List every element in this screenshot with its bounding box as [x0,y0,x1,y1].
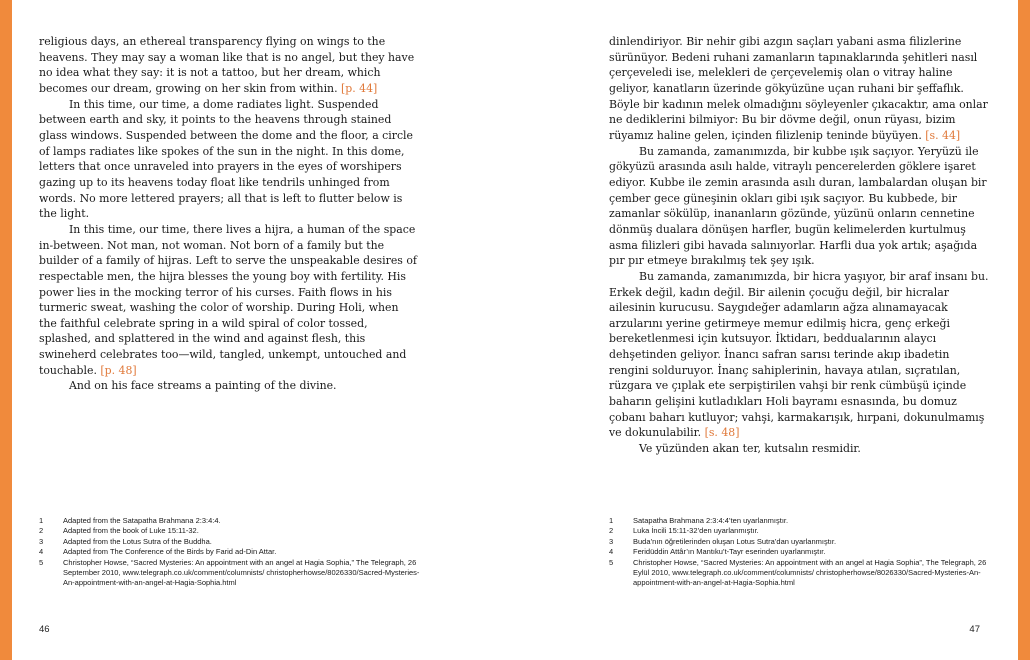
paragraph: In this time, our time, there lives a hijra, a human of the space in-between. Not man, not woman. Not born of a family but the builder of a family of hijras. Left to serve the unspeakable desires of respectable men, the hijra blesses the young boy with fertility. His power lies in the mocking terror of his curses. Faith flows in his turmeric sweat, washing the color of worship. During Holi, when the faithful celebrate spring in a wild spiral of color tossed, splashed, and splattered in the wind and against flesh, this swineherd celebrates too—wild, tangled, unkempt, untouched and touchable. [p. 48] [39,222,417,377]
footnotes [609,516,999,589]
paragraph: In this time, our time, a dome radiates light. Suspended between earth and sky, it points to the heavens through stained glass windows. Suspended between the dome and the floor, a circle of lamps radiates like spokes of the sun in the night. In this dome, letters that once unraveled into prayers in the eyes of worshipers gazing up to its heavens today float like tendrils unhinged from words. No more lettered prayers; all that is left to flutter below is the light. [39,97,413,221]
footnote: 2 Luka İncili 15:11-32’den uyarlanmıştır. [609,526,759,536]
paragraph: Ve yüzünden akan ter, kutsalın resmidir. [639,442,861,456]
paragraph: religious days, an ethereal transparency flying on wings to the heavens. They may say a woman like that is no angel, but they have no idea what they say: it is not a tattoo, but her dream, which becomes our dream, growing on her skin from within. [p. 44] [39,35,415,95]
paragraph: And on his face streams a painting of the divine. [69,379,337,393]
footnote: 4 Feridüddin Attâr’ın Mantıku’t-Tayr eserinden uyarlanmıştır. [609,547,826,557]
footnote: 4 Adapted from The Conference of the Birds by Farid ad-Din Attar. [39,547,277,557]
footnote: 1 Adapted from the Satapatha Brahmana 2:3:4:4. [39,516,221,525]
page-reference: [s. 48] [704,426,740,440]
footnote: 3 Adapted from the Lotus Sutra of the Buddha. [39,536,212,546]
page-reference: [p. 48] [100,363,137,377]
page-46 [12,0,515,660]
footnote: 3 Buda’nın öğretilerinden oluşan Lotus Sutra’dan uyarlanmıştır. [609,536,837,546]
left-edge-bar [0,0,12,660]
body-text-english [39,34,419,394]
paragraph: Bu zamanda, zamanımızda, bir hicra yaşıyor, bir araf insanı bu. Erkek değil, kadın değil. Bir ailenin çocuğu değil, bir hicralar ailesinin kurucusu. Saygıdeğer adamların ağza alınamayacak arzularını yerine getirmeye memur edilmiş hicra, genç erkeği bereketlenmesi için kutsuyor. İktidarı, beddualarının alaycı dehşetinden geliyor. İnancı safran sarısı terinde akıp ibadetin rengini solduruyor. İnanç sahiplerinin, havaya atılan, sıçratılan, rüzgara ve çıplak ete serpiştirilen vahşi bir renk cümbüşü içinde baharın gelişini kutladıkları Holi bayramı esnasında, bu domuz çobanı baharı kutluyor; vahşi, karmakarışık, hırpani, dokunulmamış ve dokunulabilir. [s. 48] [609,269,989,440]
page-number: 46 [39,624,50,635]
paragraph: Bu zamanda, zamanımızda, bir kubbe ışık saçıyor. Yeryüzü ile gökyüzü arasında asılı halde, vitraylı pencerelerden göklere işaret ediyor. Kubbe ile zemin arasında asılı duran, lambalardan oluşan bir çember gece güneşinin okları gibi ışık saçıyor. Bu kubbede, bir zamanlar sökülüp, inananların gözünde, yüzünü onların cennetine dönmüş dualara dönüşen harfler, bugün kelimelerden kurtulmuş asma filizleri gibi havada salınıyorlar. Harfli dua yok artık; aşağıda pır pır etmeye bırakılmış tek şey ışık. [609,144,987,268]
right-edge-bar [1018,0,1030,660]
footnote: 1 Satapatha Brahmana 2:3:4:4’ten uyarlanmıştır. [609,516,789,525]
page-47 [515,0,1018,660]
footnote: 5 Christopher Howse, “Sacred Mysteries: An appointment with an angel at Hagia Sophia”, The Telegraph, 26 Eylül 2010, www.telegraph.co.uk/comment/columnists/ christopherhowse/8026330/Sacred-Mysteries-An-appointment-with-an-angel-at-Hagia-Sophia.html [609,557,987,588]
page-reference: [p. 44] [341,81,378,95]
footnote: 2 Adapted from the book of Luke 15:11-32. [39,526,199,536]
body-text-turkish [609,34,989,457]
footnotes [39,516,429,589]
page-number: 47 [969,624,980,635]
paragraph: dinlendiriyor. Bir nehir gibi azgın saçları yabani asma filizlerine sürünüyor. Bedeni ruhani zamanların tapınaklarında şehitleri nasıl çerçeveledi ise, melekleri de çerçevelemiş olan o vitray haline geliyor, kanatların üzerinde gökyüzüne uçan ruhani bir şeffaflık. Böyle bir kadının melek olmadığını söyleyenler çıkacaktır, ama onlar ne dediklerini bilmiyor: Bu bir dövme değil, onun rüyası, bizim rüyamız haline gelen, içinden filizlenip teninde büyüyen. [s. 44] [609,35,988,142]
footnote: 5 Christopher Howse, “Sacred Mysteries: An appointment with an angel at Hagia Sophia,” The Telegraph, 26 September 2010, www.telegraph.co.uk/comment/columnists/ christopherhowse/8026330/Sacred-Mysteries-An-appointment-with-an-angel-at-Hagia-Sophia.html [39,557,420,588]
page-reference: [s. 44] [925,128,961,142]
